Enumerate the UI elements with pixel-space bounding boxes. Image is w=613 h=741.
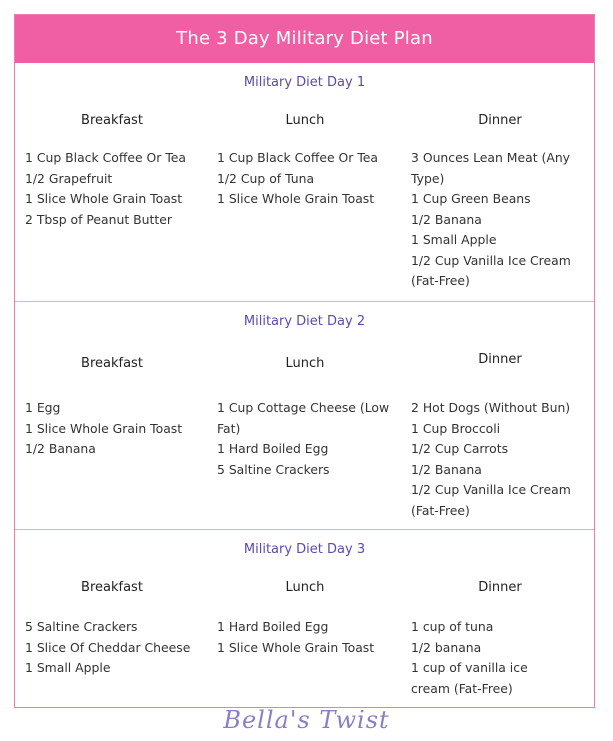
day-title: Military Diet Day 1 (243, 75, 366, 90)
list-item: 1 Hard Boiled Egg (217, 441, 329, 456)
day-section-1 (15, 63, 594, 301)
dinner-list (411, 398, 583, 521)
dinner-list (411, 617, 541, 699)
column-header-dinner: Dinner (478, 352, 522, 367)
column-header-breakfast: Breakfast (81, 113, 143, 128)
column-header-lunch: Lunch (285, 113, 325, 128)
dinner-list (411, 148, 581, 292)
list-item: 1/2 Cup of Tuna (217, 170, 315, 186)
page-title: The 3 Day Military Diet Plan (15, 15, 594, 63)
list-item: 3 Ounces Lean Meat (Any Type) (411, 150, 571, 186)
lunch-list (217, 148, 402, 210)
column-header-breakfast: Breakfast (81, 356, 143, 371)
list-item: 1 cup of tuna (411, 619, 494, 634)
list-item: 1 Slice Whole Grain Toast (25, 191, 183, 206)
list-item: 1 Small Apple (25, 660, 111, 675)
list-item: 1/2 Banana (25, 441, 96, 456)
list-item: 1/2 Banana (411, 211, 482, 227)
lunch-list (217, 617, 402, 658)
list-item: 1 Slice Of Cheddar Cheese (25, 639, 191, 655)
column-header-dinner: Dinner (478, 113, 522, 128)
column-header-lunch: Lunch (285, 580, 325, 595)
breakfast-list (25, 148, 205, 230)
list-item: 1 Cup Broccoli (411, 420, 501, 436)
list-item: 1 Cup Green Beans (411, 191, 531, 206)
list-item: 5 Saltine Crackers (25, 619, 138, 634)
list-item: 1 Slice Whole Grain Toast (217, 191, 375, 206)
lunch-list (217, 398, 397, 480)
list-item: 5 Saltine Crackers (217, 461, 330, 477)
day-title: Military Diet Day 3 (243, 542, 366, 557)
day-section-3 (15, 529, 594, 707)
list-item: 1 Hard Boiled Egg (217, 619, 329, 634)
list-item: 1 Egg (25, 400, 61, 415)
list-item: 1/2 Cup Vanilla Ice Cream (Fat-Free) (411, 482, 571, 518)
list-item: 1 Cup Black Coffee Or Tea (217, 150, 379, 165)
breakfast-list (25, 617, 205, 679)
breakfast-list (25, 398, 205, 460)
column-header-lunch: Lunch (285, 356, 325, 371)
list-item: 1 Cup Cottage Cheese (Low Fat) (217, 400, 390, 436)
list-item: 1/2 Cup Carrots (411, 441, 509, 456)
list-item: 2 Hot Dogs (Without Bun) (411, 400, 571, 415)
brand-signature-logo: Bella's Twist (223, 706, 390, 734)
list-item: 1/2 Banana (411, 461, 482, 477)
list-item: 1 Slice Whole Grain Toast (217, 639, 375, 655)
diet-plan-card (14, 14, 595, 708)
column-header-dinner: Dinner (478, 580, 522, 595)
list-item: 1 Slice Whole Grain Toast (25, 420, 183, 436)
list-item: 1/2 Grapefruit (25, 170, 113, 186)
list-item: 1 Cup Black Coffee Or Tea (25, 150, 187, 165)
list-item: 1/2 banana (411, 639, 482, 655)
list-item: 1 cup of vanilla ice cream (Fat-Free) (411, 660, 528, 696)
list-item: 1/2 Cup Vanilla Ice Cream (Fat-Free) (411, 252, 571, 288)
column-header-breakfast: Breakfast (81, 580, 143, 595)
list-item: 1 Small Apple (411, 232, 497, 247)
day-section-2 (15, 301, 594, 529)
day-title: Military Diet Day 2 (243, 314, 366, 329)
list-item: 2 Tbsp of Peanut Butter (25, 211, 172, 227)
